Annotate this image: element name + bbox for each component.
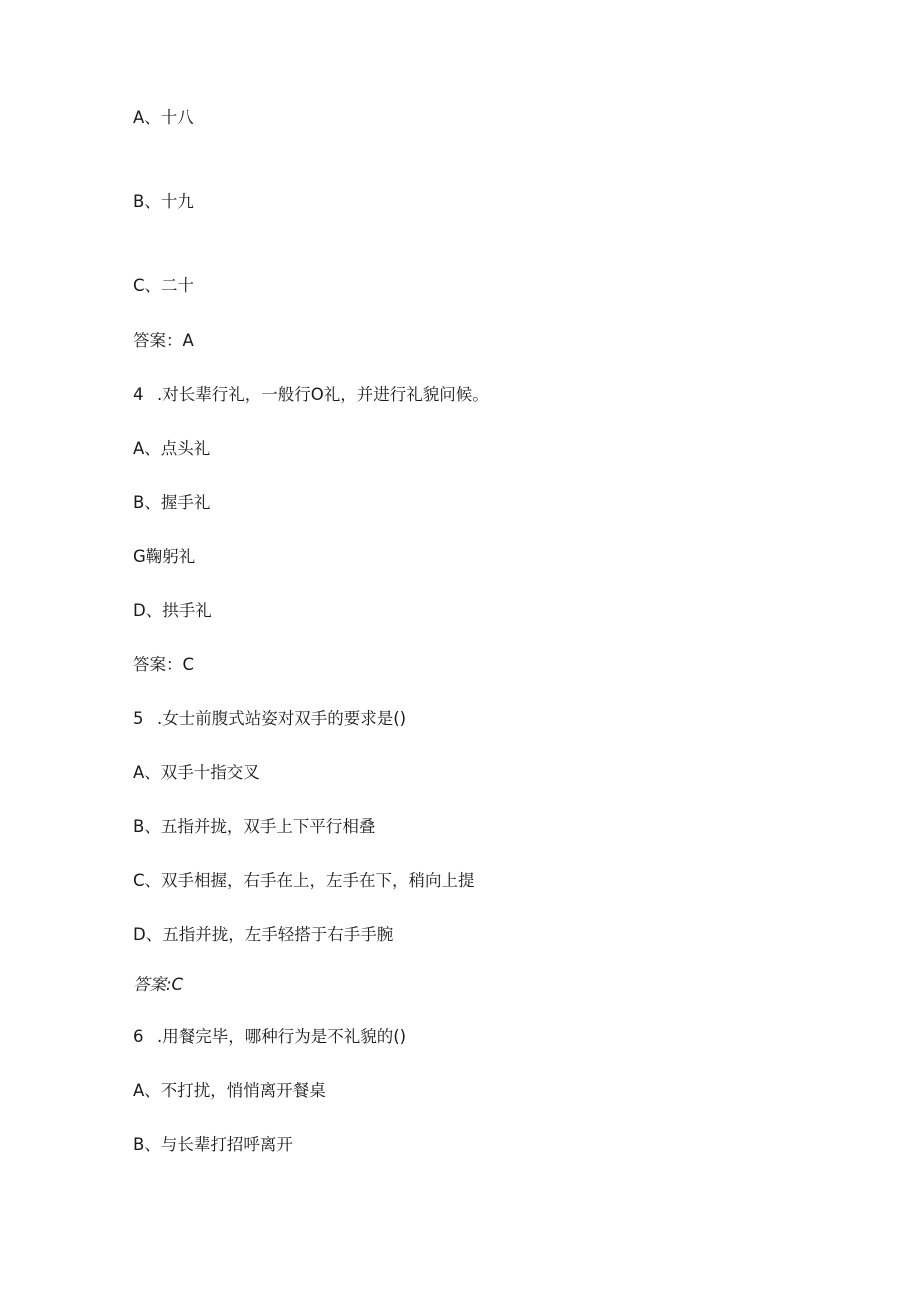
answer-text: 答案：C bbox=[133, 655, 195, 674]
option-c bbox=[133, 870, 475, 892]
option-text: A、十八 bbox=[133, 108, 194, 127]
option-d bbox=[133, 924, 393, 946]
question-text: .用餐完毕，哪种行为是不礼貌的() bbox=[157, 1027, 407, 1046]
option-text: D、五指并拢，左手轻搭于右手手腕 bbox=[133, 925, 394, 944]
option-b bbox=[133, 191, 194, 213]
answer bbox=[133, 974, 183, 996]
option-d bbox=[133, 600, 212, 622]
option-b bbox=[133, 816, 375, 838]
option-b bbox=[133, 492, 210, 514]
question-number: 5 bbox=[133, 709, 144, 728]
option-b bbox=[133, 1134, 293, 1156]
option-c bbox=[133, 275, 194, 297]
option-text: B、与长辈打招呼离开 bbox=[133, 1135, 293, 1154]
option-text: C、二十 bbox=[133, 276, 195, 295]
option-text: B、握手礼 bbox=[133, 493, 211, 512]
question-number: 6 bbox=[133, 1027, 144, 1046]
question-6 bbox=[133, 1026, 406, 1048]
option-a bbox=[133, 107, 194, 129]
option-text: B、十九 bbox=[133, 192, 194, 211]
option-text: B、五指并拢，双手上下平行相叠 bbox=[133, 817, 376, 836]
answer bbox=[133, 654, 194, 676]
question-text: .对长辈行礼，一般行O礼，并进行礼貌问候。 bbox=[157, 385, 489, 404]
question-number: 4 bbox=[133, 385, 144, 404]
answer bbox=[133, 330, 194, 352]
option-text: A、双手十指交叉 bbox=[133, 763, 260, 782]
option-text: D、拱手礼 bbox=[133, 601, 212, 620]
option-text: A、不打扰，悄悄离开餐桌 bbox=[133, 1081, 326, 1100]
option-a bbox=[133, 762, 260, 784]
option-text: G鞠躬礼 bbox=[133, 547, 196, 566]
option-text: C、双手相握，右手在上，左手在下，稍向上提 bbox=[133, 871, 475, 890]
question-text: .女士前腹式站姿对双手的要求是() bbox=[157, 709, 407, 728]
option-a bbox=[133, 1080, 326, 1102]
question-5 bbox=[133, 708, 406, 730]
answer-text: 答案：A bbox=[133, 331, 194, 350]
option-c bbox=[133, 546, 195, 568]
option-a bbox=[133, 438, 210, 460]
option-text: A、点头礼 bbox=[133, 439, 211, 458]
question-4 bbox=[133, 384, 489, 406]
answer-text: 答案:C bbox=[133, 975, 184, 994]
